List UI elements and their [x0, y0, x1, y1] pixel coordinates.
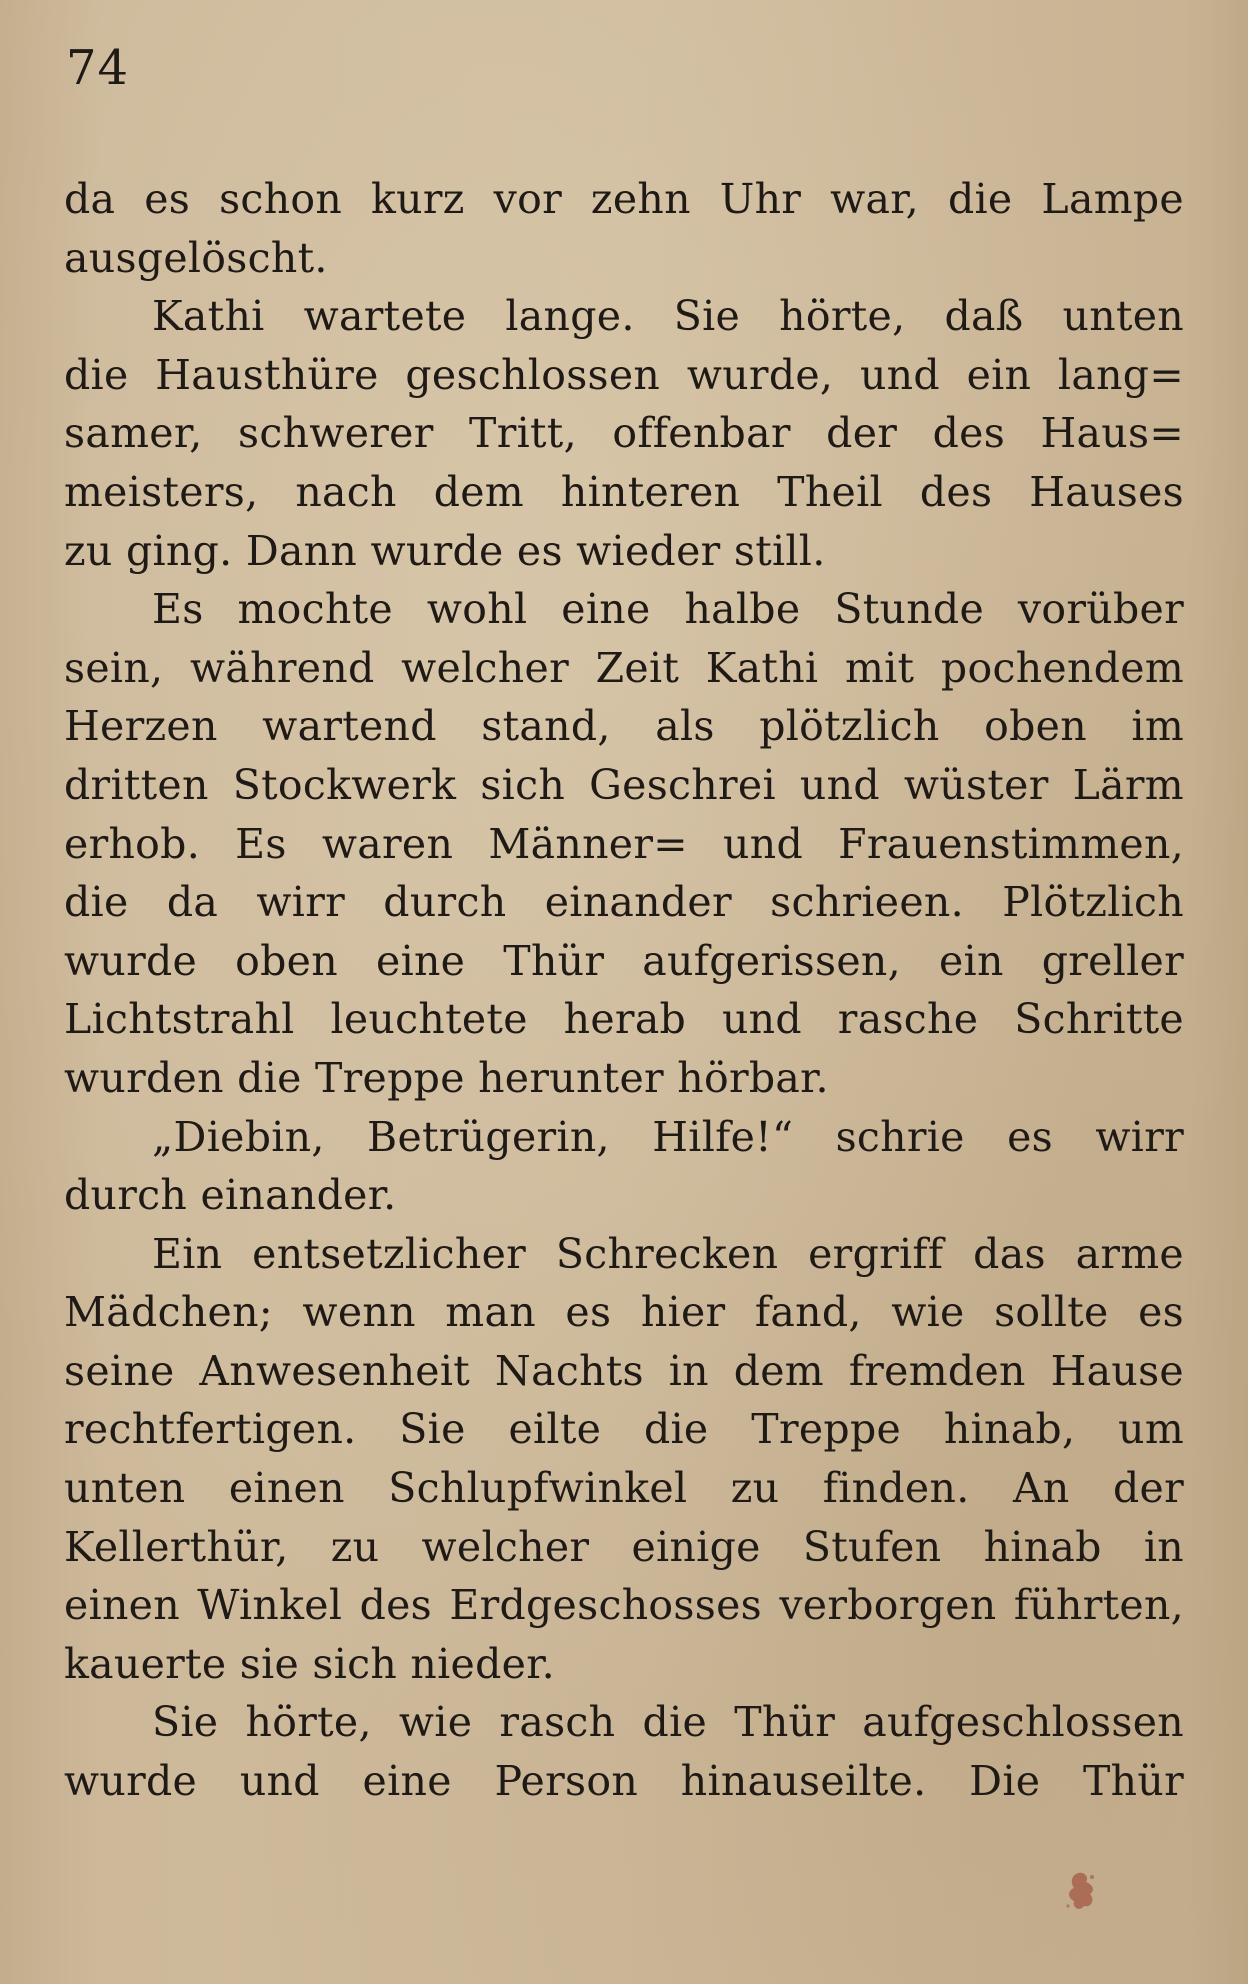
text-line: erhob. Es waren Männer= und Frauenstimmen,: [64, 819, 1184, 868]
text-line: die Hausthüre geschlossen wurde, und ein lang=: [64, 350, 1184, 399]
text-line: Lichtstrahl leuchtete herab und rasche Schritte: [64, 995, 1184, 1044]
ink-stain: [1062, 1868, 1102, 1916]
text-line: da es schon kurz vor zehn Uhr war, die Lampe: [64, 175, 1184, 223]
text-line: wurde und eine Person hinauseilte. Die Thür: [64, 1757, 1184, 1806]
text-line: Ein entsetzlicher Schrecken ergriff das arme: [152, 1229, 1184, 1278]
text-line: ausgelöscht.: [64, 233, 328, 282]
text-line: rechtfertigen. Sie eilte die Treppe hinab, um: [64, 1405, 1184, 1454]
text-line: sein, während welcher Zeit Kathi mit pochendem: [64, 643, 1184, 692]
text-line: durch einander.: [64, 1171, 397, 1220]
text-line: seine Anwesenheit Nachts in dem fremden Hause: [64, 1346, 1184, 1395]
text-line: „Diebin, Betrügerin, Hilfe!“ schrie es wirr: [152, 1112, 1184, 1161]
text-line: Kellerthür, zu welcher einige Stufen hinab in: [64, 1522, 1184, 1571]
text-line: samer, schwerer Tritt, offenbar der des Haus=: [64, 409, 1184, 458]
text-line: Es mochte wohl eine halbe Stunde vorüber: [152, 585, 1184, 634]
text-line: meisters, nach dem hinteren Theil des Hauses: [64, 467, 1184, 516]
text-line: die da wirr durch einander schrieen. Plötzlich: [64, 878, 1184, 927]
text-line: dritten Stockwerk sich Geschrei und wüster Lärm: [64, 760, 1184, 809]
body-text: [64, 170, 1184, 1811]
page-number: 74: [66, 40, 130, 96]
text-line: Herzen wartend stand, als plötzlich oben im: [64, 702, 1184, 751]
text-line: unten einen Schlupfwinkel zu finden. An der: [64, 1464, 1184, 1513]
text-line: wurde oben eine Thür aufgerissen, ein greller: [64, 936, 1184, 985]
text-line: Kathi wartete lange. Sie hörte, daß unten: [152, 292, 1184, 341]
text-line: einen Winkel des Erdgeschosses verborgen führten,: [64, 1581, 1184, 1630]
text-line: wurden die Treppe herunter hörbar.: [64, 1053, 829, 1102]
text-line: Sie hörte, wie rasch die Thür aufgeschlossen: [152, 1698, 1184, 1747]
text-line: kauerte sie sich nieder.: [64, 1639, 555, 1688]
text-line: zu ging. Dann wurde es wieder still.: [64, 526, 826, 575]
text-line: Mädchen; wenn man es hier fand, wie sollte es: [64, 1288, 1184, 1337]
